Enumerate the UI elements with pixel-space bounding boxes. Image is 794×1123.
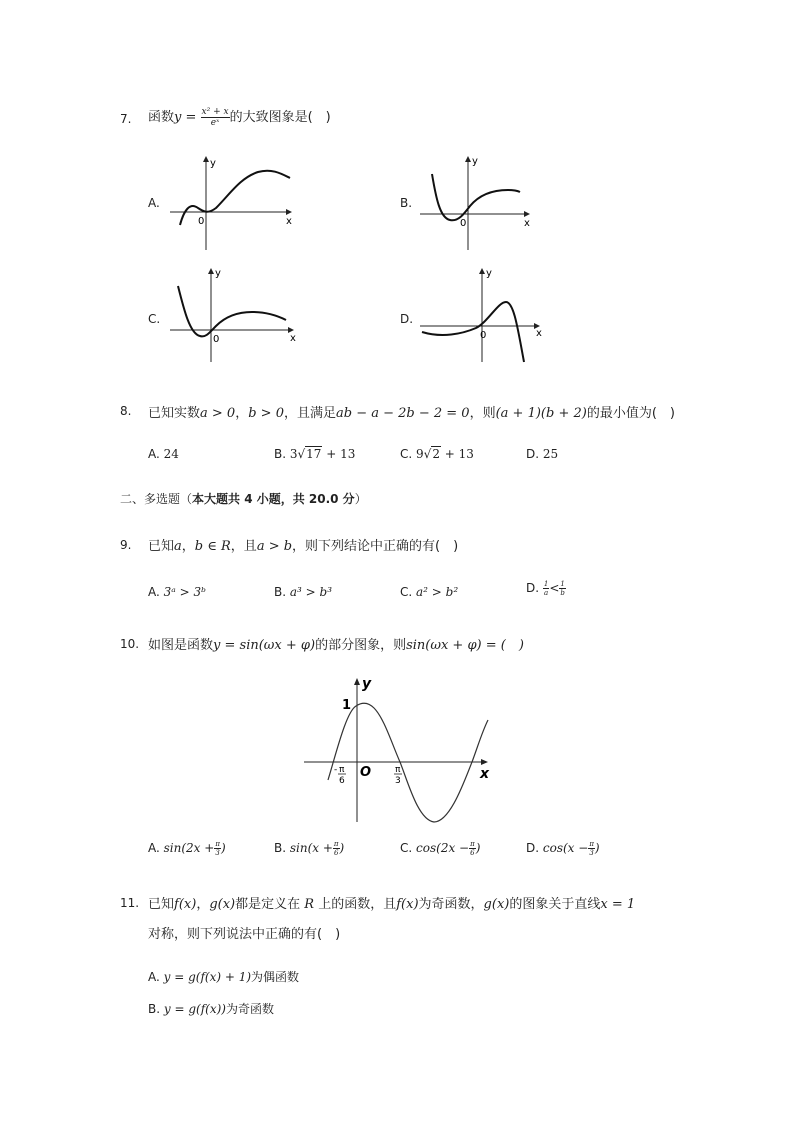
q10-option-d[interactable] xyxy=(526,840,600,857)
tick-left-den: 6 xyxy=(339,776,345,786)
numerator: 1 xyxy=(560,580,565,588)
q11-math-2: g(x) xyxy=(209,897,236,912)
x-arrow-icon xyxy=(481,759,488,765)
option-fraction xyxy=(588,840,595,857)
option-text: 24 xyxy=(163,447,179,461)
q10-math-1: y = sin(ωx + φ) xyxy=(213,638,316,653)
q7-graph-b-label: B. xyxy=(400,196,413,210)
q10-option-c[interactable] xyxy=(400,840,480,857)
section-heading xyxy=(120,490,367,507)
y-label: y xyxy=(472,156,478,167)
q10-option-a[interactable] xyxy=(148,840,226,857)
q11-stem-line2: 对称，则下列说法中正确的有( ) xyxy=(148,927,341,942)
option-post: + 13 xyxy=(444,447,474,461)
denominator: 6 xyxy=(333,849,339,857)
q10-math-2: sin(ωx + φ) = ( ) xyxy=(406,638,524,653)
q8-text-3: ，且满足 xyxy=(283,406,336,421)
q8-number: 8. xyxy=(120,404,132,418)
option-label: D. xyxy=(526,447,540,461)
q11-text-2: ， xyxy=(196,897,210,912)
q11-text-3: 都是定义在 xyxy=(235,897,301,912)
q8-text-2: ， xyxy=(235,406,249,421)
q11-math-1: f(x) xyxy=(174,897,197,912)
numerator: π xyxy=(215,840,220,848)
q9-option-d[interactable] xyxy=(526,580,566,597)
y-label: y xyxy=(362,676,372,692)
q11-stem-line1 xyxy=(148,893,635,912)
numerator: π xyxy=(470,840,475,848)
curve xyxy=(178,286,286,336)
option-label: C. xyxy=(400,841,413,855)
q11-option-b[interactable] xyxy=(148,1000,274,1017)
less-than: < xyxy=(549,581,560,595)
q9-option-a[interactable] xyxy=(148,585,206,599)
option-text: a³ > b³ xyxy=(289,585,333,599)
x-label: x xyxy=(536,328,542,339)
q7-graph-d xyxy=(418,262,548,367)
origin-label: 0 xyxy=(460,218,467,229)
tick-left-sign: - xyxy=(334,765,338,775)
q10-text-2: 的部分图象，则 xyxy=(315,638,407,653)
y-arrow-icon xyxy=(203,156,209,162)
denominator: 6 xyxy=(470,849,475,857)
denominator: b xyxy=(560,589,565,597)
sine-curve xyxy=(328,703,488,822)
option-coef: 3 xyxy=(289,447,298,461)
q11-text-5: 为奇函数， xyxy=(418,897,484,912)
q7-graph-c-label: C. xyxy=(148,312,161,326)
option-pre: sin(2x + xyxy=(163,841,215,855)
option-text: a² > b² xyxy=(416,585,459,599)
option-label: C. xyxy=(400,447,413,461)
q7-prefix: 函数 xyxy=(148,110,175,125)
q7-number: 7. xyxy=(120,112,132,126)
origin-label: 0 xyxy=(213,334,220,345)
q11-option-a[interactable] xyxy=(148,968,299,985)
q7-graph-b xyxy=(418,150,538,255)
option-label: B. xyxy=(148,1002,161,1016)
q7-y-eq: y = xyxy=(174,110,197,125)
option-pre: cos(x − xyxy=(542,841,589,855)
q8-math-3: ab − a − 2b − 2 = 0 xyxy=(335,406,470,421)
q9-number: 9. xyxy=(120,538,132,552)
q8-math-4: (a + 1)(b + 2) xyxy=(495,406,587,421)
denominator: a xyxy=(544,589,549,597)
option-label: D. xyxy=(526,841,540,855)
q7-graph-d-label: D. xyxy=(400,312,414,326)
option-post: ) xyxy=(594,841,600,855)
q8-option-a[interactable] xyxy=(148,447,179,461)
q10-option-b[interactable] xyxy=(274,840,344,857)
section-suffix: ） xyxy=(354,492,367,506)
y-label: y xyxy=(215,268,221,279)
section-prefix: 二、多选题（ xyxy=(120,492,193,506)
q9-text-3: ，且 xyxy=(230,539,257,554)
option-post: ) xyxy=(339,841,345,855)
curve xyxy=(180,171,290,225)
q9-text-1: 已知 xyxy=(148,539,175,554)
denominator: 3 xyxy=(215,849,220,857)
q8-text-5: 的最小值为( ) xyxy=(586,406,675,421)
x-label: x xyxy=(480,766,490,782)
option-text: 3ᵃ > 3ᵇ xyxy=(163,585,206,599)
option-post: ) xyxy=(220,841,226,855)
option-math: y = g(f(x) + 1) xyxy=(163,970,252,984)
frac-1-b xyxy=(559,580,565,597)
q9-math-2: b ∈ R xyxy=(194,539,231,554)
q9-text-4: ，则下列结论中正确的有( ) xyxy=(292,539,459,554)
option-radicand: 2 xyxy=(432,447,440,461)
q11-math-3: R xyxy=(304,897,315,912)
q10-stem xyxy=(148,634,524,653)
q7-stem xyxy=(148,106,331,128)
section-bold: 本大题共 4 小题，共 20.0 分 xyxy=(192,492,355,506)
q8-option-c[interactable]: C. 9√2 + 13 xyxy=(400,447,474,461)
option-pre: sin(x + xyxy=(289,841,333,855)
y-label: y xyxy=(486,268,492,279)
origin-label: 0 xyxy=(480,330,487,341)
origin-label: O xyxy=(360,765,372,780)
origin-label: 0 xyxy=(198,216,205,227)
q7-graph-a xyxy=(168,150,298,255)
q11-math-6: x = 1 xyxy=(600,897,636,912)
q8-option-b[interactable]: B. 3√17 + 13 xyxy=(274,447,356,461)
q11-text-6: 的图象关于直线 xyxy=(509,897,601,912)
tick-right-den: 3 xyxy=(395,776,401,786)
option-fraction xyxy=(469,840,476,857)
q9-text-2: ， xyxy=(181,539,195,554)
x-label: x xyxy=(286,216,292,227)
q8-stem xyxy=(148,402,675,421)
q11-math-4: f(x) xyxy=(396,897,419,912)
option-label: B. xyxy=(274,447,287,461)
one-label: 1 xyxy=(342,698,352,713)
q9-math-3: a > b xyxy=(256,539,293,554)
y-arrow-icon xyxy=(465,156,471,162)
q9-math-1: a xyxy=(174,539,182,554)
tick-right-num: π xyxy=(395,765,401,775)
q10-sine-graph xyxy=(300,672,500,830)
option-label: C. xyxy=(400,585,413,599)
q11-math-5: g(x) xyxy=(483,897,510,912)
option-label: B. xyxy=(274,841,287,855)
numerator: 1 xyxy=(543,580,549,588)
y-label: y xyxy=(210,158,216,169)
x-arrow-icon xyxy=(524,211,530,217)
x-arrow-icon xyxy=(286,209,292,215)
numerator: π xyxy=(333,840,339,848)
tick-left-num: π xyxy=(339,765,345,775)
q11-text-1: 已知 xyxy=(148,897,175,912)
denominator: 3 xyxy=(589,849,594,857)
y-arrow-icon xyxy=(354,678,360,685)
option-post: + 13 xyxy=(326,447,356,461)
option-label: B. xyxy=(274,585,287,599)
y-arrow-icon xyxy=(208,268,214,274)
q7-fraction xyxy=(201,107,230,128)
q8-math-2: b > 0 xyxy=(248,406,284,421)
x-label: x xyxy=(524,218,530,229)
curve xyxy=(422,302,524,362)
option-coef: 9 xyxy=(416,447,424,461)
option-label: A. xyxy=(148,585,160,599)
q11-number: 11. xyxy=(120,896,140,910)
option-text: 为偶函数 xyxy=(251,970,300,984)
option-label: A. xyxy=(148,447,160,461)
q9-stem xyxy=(148,535,458,554)
x-label: x xyxy=(290,333,296,344)
q9-option-c[interactable] xyxy=(400,585,458,599)
q7-denominator: eˣ xyxy=(210,118,220,128)
q10-number: 10. xyxy=(120,637,140,651)
numerator: π xyxy=(589,840,594,848)
option-pre: cos(2x − xyxy=(416,841,470,855)
q7-numerator: x² + x xyxy=(201,107,229,117)
option-label: D. xyxy=(526,581,540,595)
curve xyxy=(432,174,520,220)
option-post: ) xyxy=(475,841,481,855)
y-arrow-icon xyxy=(479,268,485,274)
q8-math-1: a > 0 xyxy=(200,406,236,421)
option-fraction xyxy=(333,840,340,857)
q10-text-1: 如图是函数 xyxy=(148,638,214,653)
q7-suffix: 的大致图象是( ) xyxy=(229,110,331,125)
q9-option-b[interactable] xyxy=(274,585,332,599)
option-math: y = g(f(x)) xyxy=(163,1002,226,1016)
q7-graph-a-label: A. xyxy=(148,196,160,210)
option-text: 为奇函数 xyxy=(225,1002,274,1016)
q11-text-4: 上的函数，且 xyxy=(318,897,397,912)
q8-text-1: 已知实数 xyxy=(148,406,201,421)
q8-option-d[interactable] xyxy=(526,447,558,461)
option-fraction xyxy=(214,840,221,857)
q8-text-4: ，则 xyxy=(469,406,496,421)
option-label: A. xyxy=(148,970,160,984)
option-text: 25 xyxy=(542,447,559,461)
option-label: A. xyxy=(148,841,160,855)
option-radicand: 17 xyxy=(306,447,322,461)
q7-graph-c xyxy=(168,262,303,367)
